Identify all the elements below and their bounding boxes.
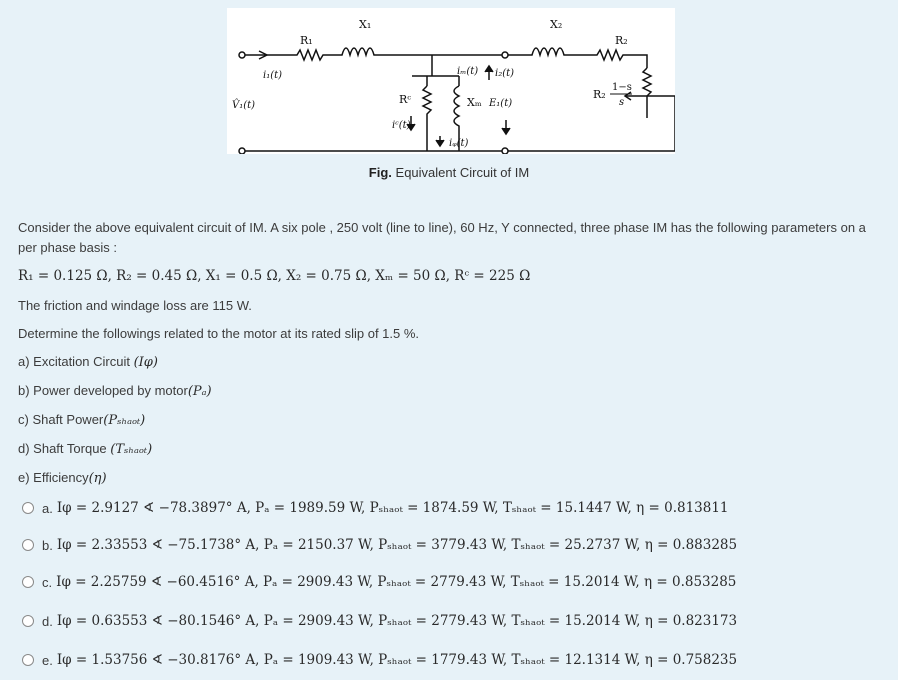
r2-load-label: R₂ <box>593 88 606 101</box>
v1-label: V̂₁(t) <box>232 100 256 111</box>
sub-question-d <box>18 439 884 460</box>
option-letter: c. <box>42 574 53 590</box>
r2-label: R₂ <box>615 34 628 47</box>
caption-text: Equivalent Circuit of IM <box>391 165 530 180</box>
option-letter: e. <box>42 652 53 668</box>
question-intro: Consider the above equivalent circuit of IM. A six pole , 250 volt (line to line), 60 Hz, Y connected, three phase IM has the following parameters on a per phase basis : <box>18 220 866 255</box>
option-expression: Iφ = 2.9127 ∢ −78.3897° A, Pₐ = 1989.59 W, Pₛₕₐₒₜ = 1874.59 W, Tₛₕₐₒₜ = 15.1447 W, η = 0.813811 <box>56 500 729 516</box>
option-expression: Iφ = 1.53756 ∢ −30.8176° A, Pₐ = 1909.43 W, Pₛₕₐₒₜ = 1779.43 W, Tₛₕₐₒₜ = 12.1314 W, η = 0.758235 <box>56 652 738 668</box>
answer-option-b[interactable] <box>22 534 737 556</box>
ic-label: iᶜ(t) <box>392 120 411 131</box>
option-letter: a. <box>42 500 53 516</box>
sub-question-a <box>18 352 884 373</box>
radio-button-e[interactable] <box>22 654 34 666</box>
iphi-label: iᵩ(t) <box>449 138 469 149</box>
sub-question-a-text: a) Excitation Circuit <box>18 354 134 369</box>
sub-question-b-text: b) Power developed by motor <box>18 383 188 398</box>
sub-question-b-symbol: (Pₐ) <box>187 384 212 399</box>
answer-option-a[interactable] <box>22 497 729 519</box>
radio-button-c[interactable] <box>22 576 34 588</box>
sub-question-b <box>18 381 884 402</box>
rc-label: Rᶜ <box>399 93 412 106</box>
circuit-figure <box>227 8 675 154</box>
answer-option-e[interactable] <box>22 649 737 671</box>
sub-question-e-symbol: (η) <box>88 471 107 486</box>
figure-caption <box>0 165 898 180</box>
caption-prefix: Fig. <box>368 165 392 180</box>
radio-button-d[interactable] <box>22 615 34 627</box>
e1-label: E₁(t) <box>489 98 513 109</box>
slip-fraction-denominator: s <box>619 97 625 108</box>
answer-option-d[interactable] <box>22 610 737 632</box>
option-expression: Iφ = 0.63553 ∢ −80.1546° A, Pₐ = 2909.43 W, Pₛₕₐₒₜ = 2779.43 W, Tₛₕₐₒₜ = 15.2014 W, η = 0.823173 <box>56 613 738 629</box>
x1-label: X₁ <box>359 18 372 31</box>
sub-question-e <box>18 468 884 489</box>
option-letter: d. <box>42 613 53 629</box>
option-expression: Iφ = 2.25759 ∢ −60.4516° A, Pₐ = 2909.43 W, Pₛₕₐₒₜ = 2779.43 W, Tₛₕₐₒₜ = 15.2014 W, η = 0.853285 <box>56 574 737 590</box>
r1-label: R₁ <box>300 34 313 47</box>
friction-statement: The friction and windage loss are 115 W. <box>18 298 252 313</box>
sub-question-c <box>18 410 884 431</box>
answer-option-c[interactable] <box>22 571 736 593</box>
radio-button-a[interactable] <box>22 502 34 514</box>
option-letter: b. <box>42 537 53 553</box>
sub-question-a-symbol: (Iφ) <box>133 355 158 370</box>
radio-button-b[interactable] <box>22 539 34 551</box>
x2-label: X₂ <box>550 18 563 31</box>
sub-question-d-symbol: (Tₛₕₐₒₜ) <box>110 442 153 457</box>
determine-statement: Determine the followings related to the motor at its rated slip of 1.5 %. <box>18 326 420 341</box>
equivalent-circuit-diagram <box>227 8 675 154</box>
sub-question-e-text: e) Efficiency <box>18 470 89 485</box>
option-expression: Iφ = 2.33553 ∢ −75.1738° A, Pₐ = 2150.37 W, Pₛₕₐₒₜ = 3779.43 W, Tₛₕₐₒₜ = 25.2737 W, η = 0.883285 <box>56 537 738 553</box>
question-text <box>18 218 884 497</box>
sub-question-c-symbol: (Pₛₕₐₒₜ) <box>103 413 146 428</box>
i1-label: i₁(t) <box>263 70 283 81</box>
im-label: iₘ(t) <box>457 66 479 77</box>
parameter-list: R₁ = 0.125 Ω, R₂ = 0.45 Ω, X₁ = 0.5 Ω, X₂ = 0.75 Ω, Xₘ = 50 Ω, Rᶜ = 225 Ω <box>18 268 531 284</box>
i2-label: i₂(t) <box>495 68 515 79</box>
xm-label: Xₘ <box>467 96 482 109</box>
sub-question-list <box>18 352 884 489</box>
slip-fraction-numerator: 1−s <box>612 82 632 93</box>
sub-question-d-text: d) Shaft Torque <box>18 441 111 456</box>
sub-question-c-text: c) Shaft Power <box>18 412 104 427</box>
